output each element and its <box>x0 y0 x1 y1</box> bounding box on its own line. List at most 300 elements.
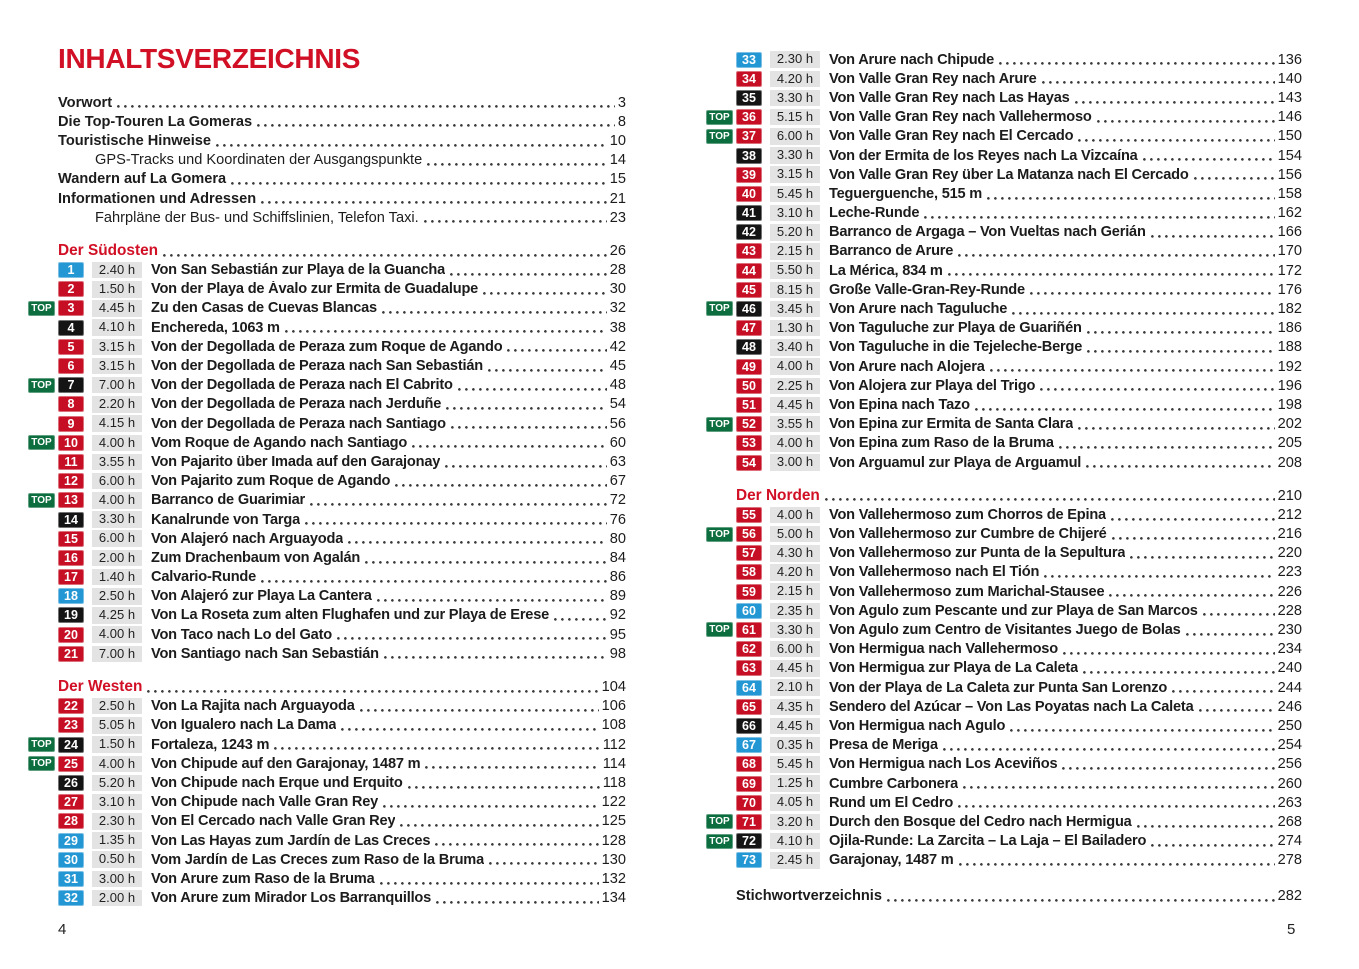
page-ref: 250 <box>1277 717 1302 734</box>
toc-entry <box>31 754 626 773</box>
tour-title: Leche-Runde <box>829 205 920 222</box>
duration: 5.20 h <box>770 224 820 241</box>
tour-title: Rund um El Cedro <box>829 794 954 811</box>
toc-entry <box>736 88 1302 107</box>
tour-title: Von Agulo zum Centro de Visitantes Juego de Bolas <box>829 622 1181 639</box>
tour-title: Von der Playa de La Caleta zur Punta San Lorenzo <box>829 679 1168 696</box>
page-ref: 156 <box>1277 166 1302 183</box>
duration: 1.50 h <box>92 281 142 298</box>
toc-entry <box>58 831 626 850</box>
page-ref: 23 <box>609 209 626 226</box>
tour-title: Von Epina nach Tazo <box>829 396 970 413</box>
page-ref: 210 <box>1277 487 1302 504</box>
top-badge: TOP <box>28 435 55 450</box>
duration: 3.40 h <box>770 339 820 356</box>
page-ref: 114 <box>602 755 626 772</box>
duration: 3.20 h <box>770 814 820 831</box>
page-ref: 122 <box>601 794 626 811</box>
tour-title: Zum Drachenbaum von Agalán <box>151 549 361 566</box>
dot-leader <box>1075 99 1275 104</box>
tour-number-badge: 52 <box>736 416 762 432</box>
dot-leader <box>963 784 1275 789</box>
tour-number-badge: 41 <box>736 205 762 221</box>
dot-leader <box>436 899 599 904</box>
dot-leader <box>305 520 607 525</box>
page-ref: 56 <box>609 415 626 432</box>
toc-entry <box>736 223 1302 242</box>
tour-title: Von Arure nach Taguluche <box>829 301 1008 318</box>
page-ref: 104 <box>601 679 626 696</box>
duration: 3.55 h <box>92 454 142 471</box>
tour-title: Von Las Hayas zum Jardín de Las Creces <box>151 832 431 849</box>
tour-title: Von Chipude auf den Garajonay, 1487 m <box>151 755 421 772</box>
dot-leader <box>1087 329 1275 334</box>
toc-entry <box>58 395 626 414</box>
tour-number-badge: 20 <box>58 627 84 643</box>
dot-leader <box>554 616 607 621</box>
tour-title: Von Igualero nach La Dama <box>151 717 337 734</box>
page-ref: 192 <box>1277 358 1302 375</box>
toc-entry <box>58 793 626 812</box>
tour-title: Von Hermigua nach Agulo <box>829 717 1006 734</box>
tour-title: Calvario-Runde <box>151 569 257 586</box>
toc-item <box>58 93 626 112</box>
tour-number-badge: 42 <box>736 224 762 240</box>
page-ref: 67 <box>609 473 626 490</box>
toc-entry <box>709 415 1302 434</box>
dot-leader <box>337 635 607 640</box>
duration: 3.30 h <box>770 147 820 164</box>
toc-entry <box>736 544 1302 563</box>
tour-number-badge: 23 <box>58 717 84 733</box>
dot-leader <box>887 897 1275 902</box>
duration: 4.45 h <box>770 397 820 414</box>
dot-leader <box>1199 707 1275 712</box>
page-ref: 158 <box>1277 185 1302 202</box>
dot-leader <box>408 784 600 789</box>
page-right <box>709 50 1302 906</box>
duration: 3.15 h <box>92 339 142 356</box>
duration: 8.15 h <box>770 282 820 299</box>
tour-number-badge: 56 <box>736 526 762 542</box>
page-ref: 38 <box>609 319 626 336</box>
page-ref: 234 <box>1277 641 1302 658</box>
duration: 7.00 h <box>92 646 142 663</box>
tour-title: Von Valle Gran Rey nach Vallehermoso <box>829 109 1092 126</box>
top-badge: TOP <box>706 110 733 125</box>
tour-number-badge: 58 <box>736 564 762 580</box>
dot-leader <box>1130 554 1274 559</box>
dot-leader <box>435 841 598 846</box>
tour-title: Von Arure zum Raso de la Bruma <box>151 870 375 887</box>
page-ref: 244 <box>1277 679 1302 696</box>
top-badge: TOP <box>706 622 733 637</box>
tour-number-badge: 31 <box>58 871 84 887</box>
toc-entry <box>58 452 626 471</box>
page-ref: 130 <box>601 851 626 868</box>
page-ref: 176 <box>1277 281 1302 298</box>
page-ref: 172 <box>1277 262 1302 279</box>
toc-entry <box>58 529 626 548</box>
toc-entry <box>736 755 1302 774</box>
toc-entry <box>58 472 626 491</box>
tour-title: Von Pajarito zum Roque de Agando <box>151 473 391 490</box>
dot-leader <box>958 252 1274 257</box>
page-ref: 42 <box>609 338 626 355</box>
page-ref: 205 <box>1277 435 1302 452</box>
duration: 3.30 h <box>92 511 142 528</box>
dot-leader <box>1010 727 1274 732</box>
duration: 2.10 h <box>770 679 820 696</box>
dot-leader <box>488 367 607 372</box>
tour-number-badge: 36 <box>736 109 762 125</box>
top-badge: TOP <box>706 834 733 849</box>
page-ref: 26 <box>609 242 626 259</box>
top-badge: TOP <box>706 527 733 542</box>
duration: 4.45 h <box>770 718 820 735</box>
page-ref: 226 <box>1277 583 1302 600</box>
tour-title: Von der Degollada de Peraza zum Roque de Agando <box>151 338 503 355</box>
page-ref: 15 <box>609 171 626 188</box>
toc-entry <box>736 184 1302 203</box>
tour-title: Von der Degollada de Peraza nach El Cabrito <box>151 377 453 394</box>
toc-entry <box>736 280 1302 299</box>
toc-item-label: Die Top-Touren La Gomeras <box>58 113 253 130</box>
tour-number-badge: 50 <box>736 378 762 394</box>
dot-leader <box>257 122 615 127</box>
toc-entry <box>736 434 1302 453</box>
duration: 3.10 h <box>92 794 142 811</box>
right-sections <box>709 50 1302 870</box>
dot-leader <box>377 597 607 602</box>
page-ref: 212 <box>1277 506 1302 523</box>
dot-leader <box>975 406 1275 411</box>
duration: 4.35 h <box>770 699 820 716</box>
page-ref: 154 <box>1277 147 1302 164</box>
toc-entry <box>736 146 1302 165</box>
toc-entry <box>736 204 1302 223</box>
tour-title: Von Taguluche zur Playa de Guariñén <box>829 320 1082 337</box>
page-title: INHALTSVERZEICHNIS <box>58 43 361 74</box>
tour-number-badge: 65 <box>736 699 762 715</box>
dot-leader <box>1137 823 1275 828</box>
toc-item-label: Fahrpläne der Bus- und Schiffslinien, Telefon Taxi. <box>95 209 419 226</box>
tour-number-badge: 48 <box>736 339 762 355</box>
duration: 0.35 h <box>770 737 820 754</box>
page-ref: 278 <box>1277 852 1302 869</box>
duration: 3.00 h <box>770 454 820 471</box>
toc-entry <box>736 242 1302 261</box>
page-ref: 143 <box>1277 89 1302 106</box>
tour-number-badge: 17 <box>58 569 84 585</box>
tour-title: Von Valle Gran Rey über La Matanza nach El Cercado <box>829 166 1189 183</box>
tour-number-badge: 19 <box>58 607 84 623</box>
tour-title: Von Chipude nach Valle Gran Rey <box>151 794 379 811</box>
tour-number-badge: 18 <box>58 588 84 604</box>
duration: 2.35 h <box>770 603 820 620</box>
duration: 4.15 h <box>92 415 142 432</box>
toc-entry <box>709 299 1302 318</box>
page-ref: 106 <box>601 698 626 715</box>
duration: 3.15 h <box>92 358 142 375</box>
tour-number-badge: 16 <box>58 550 84 566</box>
duration: 1.35 h <box>92 832 142 849</box>
toc-entry <box>58 548 626 567</box>
toc-entry <box>709 127 1302 146</box>
duration: 4.10 h <box>92 319 142 336</box>
toc-item <box>58 189 626 208</box>
tour-title: Von San Sebastián zur Playa de la Guancha <box>151 262 446 279</box>
duration: 3.15 h <box>770 166 820 183</box>
dot-leader <box>424 218 607 223</box>
tour-number-badge: 61 <box>736 622 762 638</box>
page-ref: 86 <box>609 569 626 586</box>
duration: 0.50 h <box>92 851 142 868</box>
tour-number-badge: 60 <box>736 603 762 619</box>
dot-leader <box>1078 425 1275 430</box>
duration: 1.25 h <box>770 775 820 792</box>
toc-entry <box>31 299 626 318</box>
toc-item-label: Wandern auf La Gomera <box>58 171 227 188</box>
duration: 4.00 h <box>770 358 820 375</box>
page-ref: 10 <box>609 132 626 149</box>
tour-title: Von Arure nach Alojera <box>829 358 985 375</box>
page-ref: 60 <box>609 434 626 451</box>
tour-title: Garajonay, 1487 m <box>829 852 954 869</box>
toc-entry <box>736 69 1302 88</box>
page-ref: 30 <box>609 281 626 298</box>
duration: 2.15 h <box>770 583 820 600</box>
tour-title: Von Agulo zum Pescante und zur Playa de San Marcos <box>829 602 1198 619</box>
tour-title: Von Epina zur Ermita de Santa Clara <box>829 416 1074 433</box>
tour-number-badge: 4 <box>58 320 84 336</box>
tour-title: Große Valle-Gran-Rey-Runde <box>829 281 1025 298</box>
toc-entry <box>736 851 1302 870</box>
toc-entry <box>736 357 1302 376</box>
duration: 7.00 h <box>92 377 142 394</box>
tour-number-badge: 3 <box>58 300 84 316</box>
duration: 4.00 h <box>92 492 142 509</box>
tour-title: Von Arguamul zur Playa de Arguamul <box>829 454 1082 471</box>
dot-leader <box>507 347 606 352</box>
toc-entry <box>709 525 1302 544</box>
page-ref: 95 <box>609 626 626 643</box>
dot-leader <box>1203 611 1275 616</box>
tour-title: Von der Ermita de los Reyes nach La Vizcaína <box>829 147 1138 164</box>
tour-title: Vom Roque de Agando nach Santiago <box>151 434 408 451</box>
dot-leader <box>445 463 607 468</box>
page-ref: 28 <box>609 262 626 279</box>
dot-leader <box>216 142 607 147</box>
tour-title: Von Hermigua nach Vallehermoso <box>829 641 1058 658</box>
toc-entry <box>58 812 626 831</box>
toc-entry <box>736 601 1302 620</box>
duration: 3.30 h <box>770 622 820 639</box>
toc-entry <box>736 640 1302 659</box>
tour-title: Von Valle Gran Rey nach El Cercado <box>829 128 1074 145</box>
tour-number-badge: 49 <box>736 359 762 375</box>
tour-title: Von Hermigua zur Playa de La Caleta <box>829 660 1079 677</box>
tour-title: Barranco de Arure <box>829 243 954 260</box>
tour-title: Von La Rajita nach Arguayoda <box>151 698 355 715</box>
page-ref: 246 <box>1277 698 1302 715</box>
dot-leader <box>1012 310 1274 315</box>
toc-item <box>58 208 626 227</box>
page-ref: 48 <box>609 377 626 394</box>
duration: 2.15 h <box>770 243 820 260</box>
page-ref: 140 <box>1277 70 1302 87</box>
tour-number-badge: 43 <box>736 243 762 259</box>
duration: 3.55 h <box>770 416 820 433</box>
tour-number-badge: 7 <box>58 377 84 393</box>
top-badge: TOP <box>706 814 733 829</box>
section-heading: Der Südosten <box>58 241 159 259</box>
page-ref: 128 <box>601 832 626 849</box>
top-badge: TOP <box>28 737 55 752</box>
dot-leader <box>489 860 599 865</box>
tour-title: Von La Roseta zum alten Flughafen und zur Playa de Erese <box>151 607 550 624</box>
duration: 3.30 h <box>770 90 820 107</box>
dot-leader <box>261 199 607 204</box>
tour-title: Von Vallehermoso zur Punta de la Sepultura <box>829 545 1126 562</box>
tour-title: Von Vallehermoso zur Cumbre de Chijeré <box>829 526 1107 543</box>
dot-leader <box>310 501 607 506</box>
page-ref: 170 <box>1277 243 1302 260</box>
toc-entry <box>58 716 626 735</box>
dot-leader <box>1194 175 1275 180</box>
dot-leader <box>384 654 607 659</box>
toc-entry <box>736 793 1302 812</box>
toc-item <box>58 131 626 150</box>
toc-entry <box>736 563 1302 582</box>
page-ref: 150 <box>1277 128 1302 145</box>
toc-entry <box>736 50 1302 69</box>
tour-number-badge: 30 <box>58 852 84 868</box>
dot-leader <box>999 60 1275 65</box>
page-number-left: 4 <box>58 921 67 938</box>
duration: 5.15 h <box>770 109 820 126</box>
dot-leader <box>924 214 1274 219</box>
toc-section <box>31 677 626 907</box>
toc-entry <box>709 812 1302 831</box>
tour-number-badge: 45 <box>736 282 762 298</box>
top-badge: TOP <box>706 301 733 316</box>
duration: 5.45 h <box>770 186 820 203</box>
page-ref: 3 <box>617 94 626 111</box>
toc-entry <box>736 774 1302 793</box>
duration: 4.20 h <box>770 71 820 88</box>
tour-number-badge: 6 <box>58 358 84 374</box>
duration: 4.00 h <box>92 756 142 773</box>
top-badge: TOP <box>28 493 55 508</box>
tour-number-badge: 72 <box>736 833 762 849</box>
page-ref: 240 <box>1277 660 1302 677</box>
tour-number-badge: 10 <box>58 435 84 451</box>
tour-title: Von Arure zum Mirador Los Barranquillos <box>151 890 432 907</box>
page-ref: 92 <box>609 607 626 624</box>
page-ref: 63 <box>609 453 626 470</box>
toc-entry <box>31 735 626 754</box>
toc-entry <box>709 620 1302 639</box>
dot-leader <box>1042 79 1275 84</box>
tour-title: Von Vallehermoso zum Marichal-Stausee <box>829 583 1105 600</box>
page-ref: 256 <box>1277 756 1302 773</box>
dot-leader <box>987 195 1275 200</box>
toc-item-label: GPS-Tracks und Koordinaten der Ausgangspunkte <box>95 152 423 169</box>
dot-leader <box>285 328 607 333</box>
dot-leader <box>948 271 1275 276</box>
toc-entry <box>58 356 626 375</box>
tour-number-badge: 11 <box>58 454 84 470</box>
dot-leader <box>1040 386 1274 391</box>
duration: 4.05 h <box>770 794 820 811</box>
dot-leader <box>451 424 607 429</box>
page-ref: 162 <box>1277 205 1302 222</box>
duration: 2.50 h <box>92 588 142 605</box>
toc-entry <box>736 338 1302 357</box>
toc-entry <box>58 414 626 433</box>
duration: 3.10 h <box>770 205 820 222</box>
dot-leader <box>163 252 607 257</box>
dot-leader <box>360 707 599 712</box>
page-ref: 14 <box>609 152 626 169</box>
page-ref: 89 <box>609 588 626 605</box>
toc-entry <box>709 832 1302 851</box>
tour-number-badge: 26 <box>58 775 84 791</box>
duration: 4.00 h <box>92 626 142 643</box>
toc-entry <box>736 453 1302 472</box>
dot-leader <box>943 746 1275 751</box>
tour-number-badge: 47 <box>736 320 762 336</box>
toc-entry <box>736 582 1302 601</box>
tour-number-badge: 15 <box>58 531 84 547</box>
duration: 5.00 h <box>770 526 820 543</box>
toc-section <box>31 241 626 663</box>
toc-entry <box>58 889 626 908</box>
page-ref: 223 <box>1277 564 1302 581</box>
tour-number-badge: 63 <box>736 660 762 676</box>
page-ref: 260 <box>1277 775 1302 792</box>
dot-leader <box>450 271 607 276</box>
tour-number-badge: 33 <box>736 52 762 68</box>
page-ref: 230 <box>1277 622 1302 639</box>
dot-leader <box>1062 765 1274 770</box>
top-badge: TOP <box>706 417 733 432</box>
tour-number-badge: 40 <box>736 186 762 202</box>
tour-number-badge: 32 <box>58 890 84 906</box>
tour-title: Von Valle Gran Rey nach Las Hayas <box>829 89 1070 106</box>
page-ref: 182 <box>1277 301 1302 318</box>
dot-leader <box>274 745 599 750</box>
tour-title: Fortaleza, 1243 m <box>151 736 270 753</box>
index-entry-label: Stichwortverzeichnis <box>736 888 882 905</box>
tour-title: Von der Degollada de Peraza nach Santiago <box>151 415 446 432</box>
toc-entry <box>736 659 1302 678</box>
toc-entry <box>58 625 626 644</box>
dot-leader <box>958 803 1275 808</box>
dot-leader <box>117 103 615 108</box>
toc-entry <box>58 850 626 869</box>
dot-leader <box>395 482 606 487</box>
page-ref: 45 <box>609 358 626 375</box>
dot-leader <box>400 822 598 827</box>
toc-item <box>58 112 626 131</box>
duration: 6.00 h <box>770 641 820 658</box>
duration: 6.00 h <box>92 473 142 490</box>
tour-number-badge: 66 <box>736 718 762 734</box>
tour-number-badge: 51 <box>736 397 762 413</box>
page-ref: 32 <box>609 300 626 317</box>
